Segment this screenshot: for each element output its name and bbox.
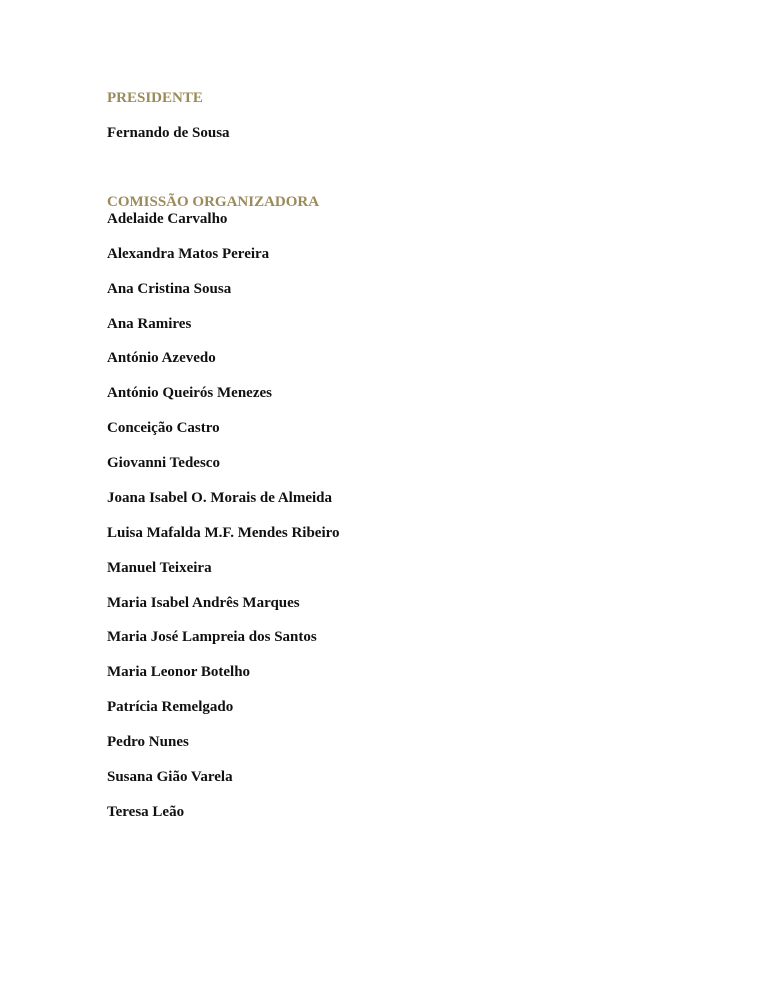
committee-member: António Queirós Menezes: [107, 385, 272, 401]
committee-heading: COMISSÃO ORGANIZADORA: [107, 194, 320, 210]
committee-member: Manuel Teixeira: [107, 560, 212, 576]
president-heading: PRESIDENTE: [107, 90, 203, 106]
committee-member: Maria José Lampreia dos Santos: [107, 629, 317, 645]
committee-member: Pedro Nunes: [107, 734, 189, 750]
committee-member: Ana Cristina Sousa: [107, 281, 232, 297]
committee-member: Patrícia Remelgado: [107, 699, 234, 715]
committee-member: Susana Gião Varela: [107, 769, 233, 785]
committee-member: Alexandra Matos Pereira: [107, 246, 270, 262]
committee-member: Conceição Castro: [107, 420, 220, 436]
committee-member: Ana Ramires: [107, 316, 192, 332]
committee-member: Giovanni Tedesco: [107, 455, 220, 471]
committee-member: Adelaide Carvalho: [107, 211, 228, 227]
committee-member: Joana Isabel O. Morais de Almeida: [107, 490, 333, 506]
president-name: Fernando de Sousa: [107, 125, 230, 141]
committee-member: Luisa Mafalda M.F. Mendes Ribeiro: [107, 525, 340, 541]
committee-member: Teresa Leão: [107, 804, 185, 820]
committee-member: Maria Leonor Botelho: [107, 664, 251, 680]
committee-member: Maria Isabel Andrês Marques: [107, 595, 300, 611]
committee-member: António Azevedo: [107, 350, 216, 366]
